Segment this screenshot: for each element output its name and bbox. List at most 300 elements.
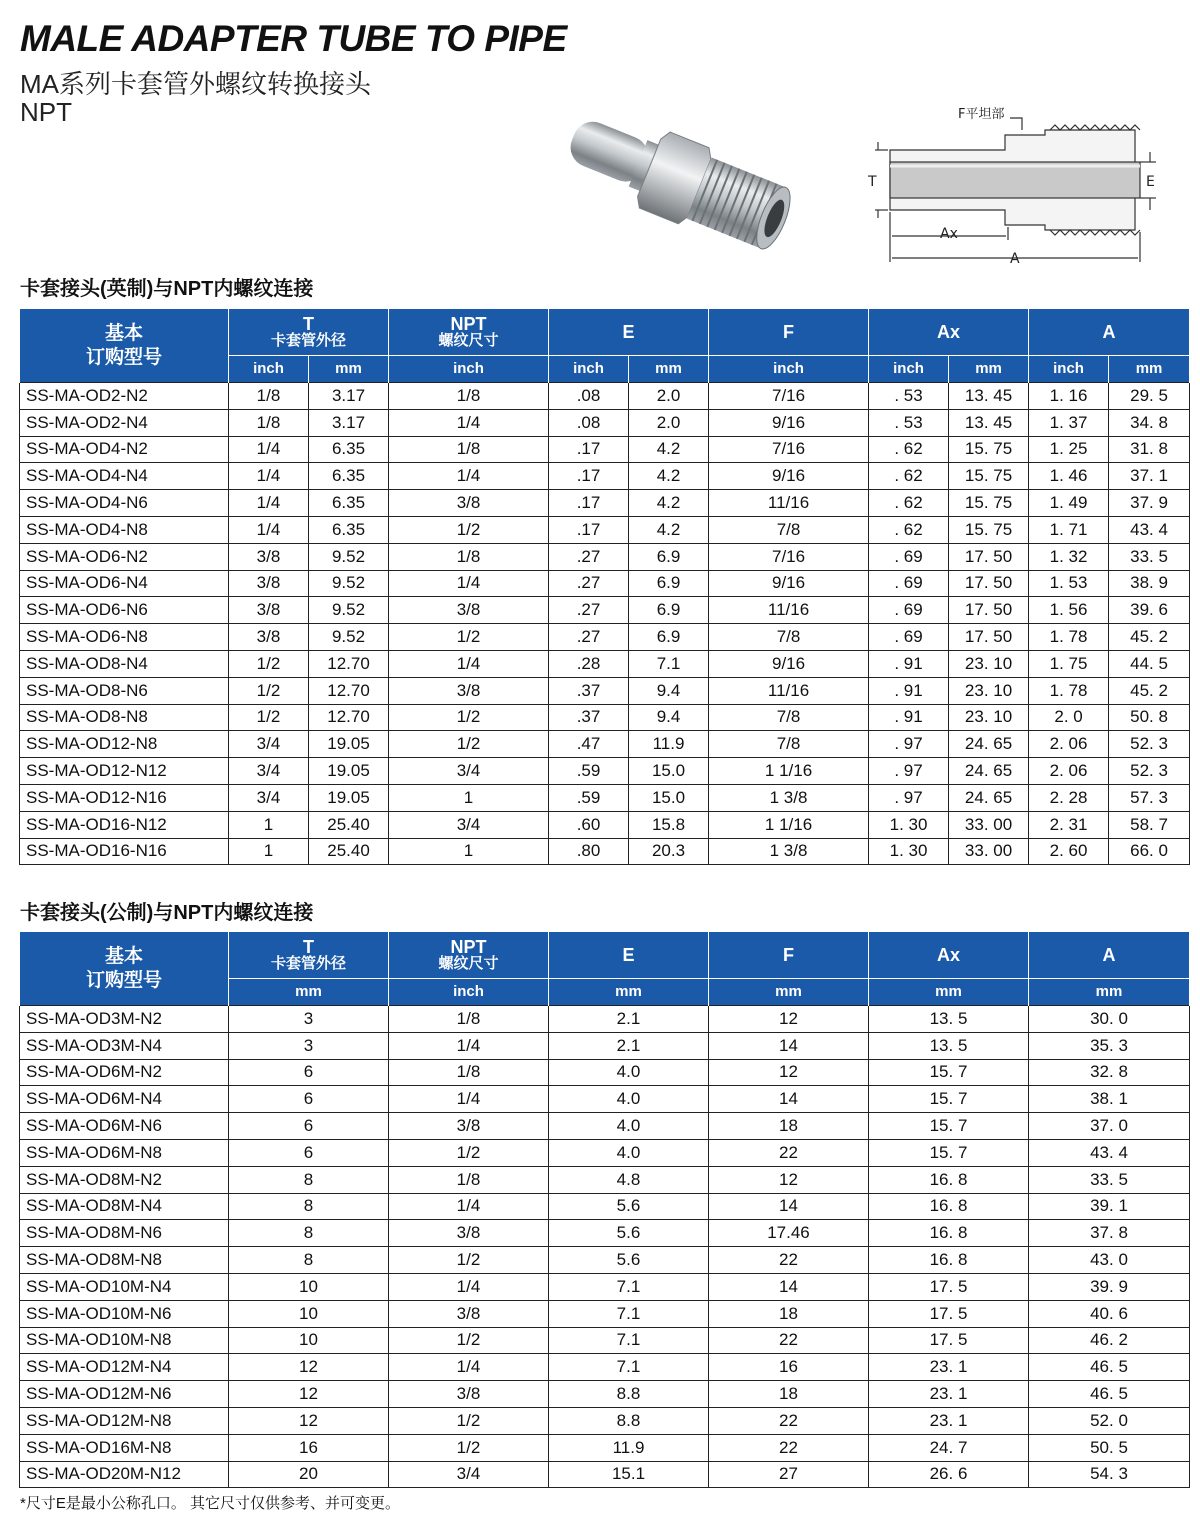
table-row (20, 704, 1190, 731)
table-cell: 46. 5 (1029, 1381, 1190, 1408)
table-cell: 3/4 (389, 758, 549, 785)
table-cell: .37 (549, 704, 629, 731)
table-cell: 12 (709, 1006, 869, 1033)
table-cell: 9.52 (309, 624, 389, 651)
order-code-cell: SS-MA-OD8M-N4 (20, 1193, 229, 1220)
order-code-cell: SS-MA-OD6-N6 (20, 597, 229, 624)
order-code-cell: SS-MA-OD16-N16 (20, 838, 229, 865)
table-cell: 3/4 (229, 758, 309, 785)
table-cell: 6 (229, 1139, 389, 1166)
table1-unit-4: mm (629, 356, 709, 383)
table-cell: 8.8 (549, 1381, 709, 1408)
table-cell: 7/8 (709, 731, 869, 758)
table-cell: 1. 37 (1029, 409, 1109, 436)
table-cell: 7/8 (709, 624, 869, 651)
table-cell: 1/2 (389, 1407, 549, 1434)
table-cell: 1/2 (389, 1434, 549, 1461)
table-cell: .59 (549, 784, 629, 811)
table-cell: 35. 3 (1029, 1032, 1190, 1059)
table-cell: .17 (549, 516, 629, 543)
table-cell: 14 (709, 1086, 869, 1113)
table-cell: 1/2 (389, 1327, 549, 1354)
table-cell: 2. 06 (1029, 758, 1109, 785)
table-cell: 1/8 (389, 1006, 549, 1033)
table-cell: 37. 9 (1109, 490, 1190, 517)
table1-title: 卡套接头(英制)与NPT内螺纹连接 (20, 278, 314, 300)
table-cell: 1/4 (229, 463, 309, 490)
table-row (20, 677, 1190, 704)
table-cell: 3.17 (309, 383, 389, 410)
order-code-cell: SS-MA-OD3M-N2 (20, 1006, 229, 1033)
table-cell: 15. 7 (869, 1059, 1029, 1086)
order-code-cell: SS-MA-OD10M-N8 (20, 1327, 229, 1354)
table-cell: 2. 31 (1029, 811, 1109, 838)
table-cell: 3/8 (229, 570, 309, 597)
table-cell: . 69 (869, 624, 949, 651)
table-row (20, 1086, 1190, 1113)
table-cell: 9.52 (309, 543, 389, 570)
table-cell: 15. 75 (949, 516, 1029, 543)
table-cell: 24. 65 (949, 731, 1029, 758)
table-cell: 13. 5 (869, 1032, 1029, 1059)
table-cell: 18 (709, 1381, 869, 1408)
table-row (20, 1220, 1190, 1247)
table-cell: 10 (229, 1327, 389, 1354)
order-code-cell: SS-MA-OD4-N8 (20, 516, 229, 543)
table-row (20, 1247, 1190, 1274)
table-cell: 7.1 (629, 650, 709, 677)
table-row (20, 811, 1190, 838)
imperial-spec-table (19, 309, 1190, 865)
table-cell: 22 (709, 1327, 869, 1354)
col-f-header: F (709, 309, 869, 356)
table-cell: 7/16 (709, 543, 869, 570)
table-cell: 4.2 (629, 516, 709, 543)
table-cell: . 97 (869, 731, 949, 758)
table-cell: 15.0 (629, 784, 709, 811)
table-row (20, 1327, 1190, 1354)
table-cell: 38. 9 (1109, 570, 1190, 597)
table-cell: .80 (549, 838, 629, 865)
table1-unit-9: mm (1109, 356, 1190, 383)
ax-label: Ax (940, 226, 958, 242)
table-cell: 1 3/8 (709, 784, 869, 811)
table-cell: 13. 45 (949, 383, 1029, 410)
table-cell: 15. 7 (869, 1086, 1029, 1113)
table-row (20, 1300, 1190, 1327)
table-cell: 1. 32 (1029, 543, 1109, 570)
table-cell: 1. 49 (1029, 490, 1109, 517)
table-cell: 1 (389, 838, 549, 865)
table-cell: 1/4 (389, 409, 549, 436)
table-row (20, 1166, 1190, 1193)
table-cell: 14 (709, 1032, 869, 1059)
table-cell: 46. 2 (1029, 1327, 1190, 1354)
table-cell: 15. 7 (869, 1113, 1029, 1140)
table-cell: 11/16 (709, 677, 869, 704)
col-order-code-header-2: 基本 订购型号 (20, 932, 229, 1006)
table-cell: .08 (549, 409, 629, 436)
col-npt-header-2: NPT 螺纹尺寸 (389, 932, 549, 979)
table-cell: 9/16 (709, 650, 869, 677)
table-cell: 1/4 (229, 490, 309, 517)
flat-label: F平坦部 (958, 107, 1005, 122)
order-code-cell: SS-MA-OD6M-N4 (20, 1086, 229, 1113)
table-cell: 1. 46 (1029, 463, 1109, 490)
table-cell: 7.1 (549, 1273, 709, 1300)
table-cell: 52. 3 (1109, 731, 1190, 758)
table2-title: 卡套接头(公制)与NPT内螺纹连接 (20, 902, 314, 924)
table-cell: 17. 50 (949, 570, 1029, 597)
table-cell: 16. 8 (869, 1220, 1029, 1247)
table-cell: 45. 2 (1109, 624, 1190, 651)
table-cell: . 53 (869, 383, 949, 410)
table-cell: 40. 6 (1029, 1300, 1190, 1327)
table-cell: 8 (229, 1247, 389, 1274)
table-cell: 25.40 (309, 838, 389, 865)
table-row (20, 1059, 1190, 1086)
table-cell: 22 (709, 1139, 869, 1166)
table-cell: 1. 25 (1029, 436, 1109, 463)
table-cell: 1. 30 (869, 811, 949, 838)
table-cell: 12 (229, 1354, 389, 1381)
thread-type-label: NPT (20, 97, 72, 127)
table-cell: 44. 5 (1109, 650, 1190, 677)
table-cell: . 91 (869, 704, 949, 731)
a-label: A (1010, 251, 1020, 267)
table-cell: 43. 4 (1029, 1139, 1190, 1166)
table-cell: 39. 6 (1109, 597, 1190, 624)
table-row (20, 1381, 1190, 1408)
table-cell: 18 (709, 1113, 869, 1140)
table-cell: 3/8 (229, 597, 309, 624)
table-cell: 4.8 (549, 1166, 709, 1193)
table-row (20, 624, 1190, 651)
table-cell: . 91 (869, 677, 949, 704)
table-cell: 23. 1 (869, 1407, 1029, 1434)
table-cell: 3/8 (389, 1381, 549, 1408)
table-cell: 9.4 (629, 677, 709, 704)
table-cell: 6 (229, 1086, 389, 1113)
table-row (20, 1354, 1190, 1381)
table-cell: 2. 60 (1029, 838, 1109, 865)
table-cell: 57. 3 (1109, 784, 1190, 811)
table-cell: .27 (549, 597, 629, 624)
table1-unit-1: mm (309, 356, 389, 383)
table-cell: 1/4 (389, 1193, 549, 1220)
table-cell: 1/4 (389, 1086, 549, 1113)
table-cell: 12.70 (309, 704, 389, 731)
table-cell: 1/4 (229, 436, 309, 463)
order-code-cell: SS-MA-OD4-N6 (20, 490, 229, 517)
table-cell: 12 (709, 1166, 869, 1193)
table-cell: 8 (229, 1166, 389, 1193)
table-row (20, 758, 1190, 785)
table-cell: 38. 1 (1029, 1086, 1190, 1113)
table-cell: . 97 (869, 784, 949, 811)
order-code-cell: SS-MA-OD2-N2 (20, 383, 229, 410)
table-cell: .27 (549, 543, 629, 570)
table-cell: 23. 1 (869, 1354, 1029, 1381)
table-row (20, 1407, 1190, 1434)
table-cell: 3/8 (389, 1220, 549, 1247)
table-cell: 16 (229, 1434, 389, 1461)
table1-unit-7: mm (949, 356, 1029, 383)
table-row (20, 784, 1190, 811)
table-row (20, 1273, 1190, 1300)
table2-unit-1: inch (389, 979, 549, 1006)
table-row (20, 731, 1190, 758)
order-code-cell: SS-MA-OD8-N8 (20, 704, 229, 731)
table-cell: 39. 1 (1029, 1193, 1190, 1220)
table-cell: .59 (549, 758, 629, 785)
table-cell: 6.9 (629, 624, 709, 651)
table-cell: 9.52 (309, 570, 389, 597)
table-cell: 9/16 (709, 570, 869, 597)
table-cell: 19.05 (309, 731, 389, 758)
table-cell: 1/8 (389, 1059, 549, 1086)
table-cell: 3/8 (389, 1113, 549, 1140)
order-code-cell: SS-MA-OD4-N4 (20, 463, 229, 490)
table-cell: 58. 7 (1109, 811, 1190, 838)
col-f-header-2: F (709, 932, 869, 979)
metric-spec-table (19, 932, 1190, 1488)
col-t-header: T 卡套管外径 (229, 309, 389, 356)
table-cell: . 62 (869, 516, 949, 543)
table-row (20, 1032, 1190, 1059)
table-cell: 22 (709, 1247, 869, 1274)
order-code-cell: SS-MA-OD6M-N8 (20, 1139, 229, 1166)
table-cell: 19.05 (309, 784, 389, 811)
col-a-header: A (1029, 309, 1190, 356)
table-cell: 1/8 (389, 1166, 549, 1193)
table-cell: 52. 3 (1109, 758, 1190, 785)
table-cell: 1. 53 (1029, 570, 1109, 597)
col-npt-header: NPT 螺纹尺寸 (389, 309, 549, 356)
table-cell: .27 (549, 624, 629, 651)
t-label: T (868, 174, 877, 190)
page-subtitle-cn: MA系列卡套管外螺纹转换接头 (20, 69, 372, 99)
table-cell: 15.0 (629, 758, 709, 785)
table-cell: 1/4 (389, 463, 549, 490)
order-code-cell: SS-MA-OD6-N2 (20, 543, 229, 570)
table-cell: 16 (709, 1354, 869, 1381)
table-cell: 1/8 (389, 436, 549, 463)
table-cell: 1 (229, 811, 309, 838)
table-cell: 5.6 (549, 1220, 709, 1247)
table-cell: . 97 (869, 758, 949, 785)
order-code-cell: SS-MA-OD16-N12 (20, 811, 229, 838)
table-cell: 1/2 (229, 677, 309, 704)
table-cell: 1/2 (389, 1247, 549, 1274)
table1-unit-6: inch (869, 356, 949, 383)
table-cell: . 53 (869, 409, 949, 436)
table-cell: 30. 0 (1029, 1006, 1190, 1033)
table-cell: 23. 10 (949, 650, 1029, 677)
table-cell: 11/16 (709, 597, 869, 624)
table-cell: 3 (229, 1032, 389, 1059)
table-cell: 1/2 (229, 650, 309, 677)
table-cell: 1. 56 (1029, 597, 1109, 624)
table-cell: 54. 3 (1029, 1461, 1190, 1488)
table-cell: 33. 00 (949, 838, 1029, 865)
order-code-cell: SS-MA-OD12M-N8 (20, 1407, 229, 1434)
table-cell: 12 (229, 1407, 389, 1434)
table-cell: 6.9 (629, 543, 709, 570)
table-cell: 8 (229, 1193, 389, 1220)
col-order-code-header: 基本 订购型号 (20, 309, 229, 383)
table-cell: 3 (229, 1006, 389, 1033)
table-cell: 4.2 (629, 436, 709, 463)
table-cell: 2.0 (629, 383, 709, 410)
table-row (20, 516, 1190, 543)
table-cell: 24. 7 (869, 1434, 1029, 1461)
table-cell: 6.9 (629, 570, 709, 597)
col-ax-header-2: Ax (869, 932, 1029, 979)
table-cell: 11/16 (709, 490, 869, 517)
table-cell: 9.52 (309, 597, 389, 624)
table-cell: 7/8 (709, 704, 869, 731)
table-row (20, 409, 1190, 436)
table-cell: 1. 75 (1029, 650, 1109, 677)
table-cell: 9/16 (709, 463, 869, 490)
table-cell: 26. 6 (869, 1461, 1029, 1488)
table-cell: 9/16 (709, 409, 869, 436)
table-cell: 45. 2 (1109, 677, 1190, 704)
table-cell: 1/4 (389, 1273, 549, 1300)
table-cell: 1/2 (389, 1139, 549, 1166)
table-cell: 24. 65 (949, 784, 1029, 811)
table-cell: 9.4 (629, 704, 709, 731)
table-cell: 33. 5 (1029, 1166, 1190, 1193)
table-row (20, 383, 1190, 410)
table-cell: .17 (549, 490, 629, 517)
table-cell: 15. 7 (869, 1139, 1029, 1166)
table-cell: 1/8 (229, 409, 309, 436)
table-cell: 14 (709, 1273, 869, 1300)
table-row (20, 838, 1190, 865)
order-code-cell: SS-MA-OD2-N4 (20, 409, 229, 436)
table-cell: 3/4 (389, 1461, 549, 1488)
table-cell: 7.1 (549, 1300, 709, 1327)
table1-unit-5: inch (709, 356, 869, 383)
table-cell: . 62 (869, 436, 949, 463)
table-row (20, 1193, 1190, 1220)
order-code-cell: SS-MA-OD8M-N2 (20, 1166, 229, 1193)
table-cell: 23. 1 (869, 1381, 1029, 1408)
table-cell: 2. 06 (1029, 731, 1109, 758)
table-row (20, 543, 1190, 570)
table-cell: .28 (549, 650, 629, 677)
table-cell: 33. 00 (949, 811, 1029, 838)
table-cell: 4.0 (549, 1086, 709, 1113)
table-cell: 22 (709, 1434, 869, 1461)
table-cell: 23. 10 (949, 677, 1029, 704)
table-cell: 6.35 (309, 516, 389, 543)
table-cell: 1 3/8 (709, 838, 869, 865)
table-cell: 3/8 (389, 1300, 549, 1327)
table-cell: .37 (549, 677, 629, 704)
table-cell: . 91 (869, 650, 949, 677)
col-e-header: E (549, 309, 709, 356)
table-cell: 1/2 (389, 731, 549, 758)
order-code-cell: SS-MA-OD12-N16 (20, 784, 229, 811)
table-cell: 15.1 (549, 1461, 709, 1488)
table-cell: .27 (549, 570, 629, 597)
order-code-cell: SS-MA-OD12-N12 (20, 758, 229, 785)
table-cell: 7/16 (709, 383, 869, 410)
table-cell: 1/8 (389, 383, 549, 410)
table-cell: 3/4 (229, 731, 309, 758)
table-cell: 32. 8 (1029, 1059, 1190, 1086)
table-cell: 8.8 (549, 1407, 709, 1434)
table-row (20, 570, 1190, 597)
table-cell: 15. 75 (949, 490, 1029, 517)
table-cell: 20.3 (629, 838, 709, 865)
table-cell: 17. 50 (949, 543, 1029, 570)
table-row (20, 1113, 1190, 1140)
table-cell: 1 1/16 (709, 758, 869, 785)
table-cell: 2.1 (549, 1032, 709, 1059)
table-cell: 12 (229, 1381, 389, 1408)
table-cell: .47 (549, 731, 629, 758)
table-cell: 6.35 (309, 463, 389, 490)
table-cell: 3/8 (389, 677, 549, 704)
table-cell: 3/4 (389, 811, 549, 838)
table-row (20, 597, 1190, 624)
table-cell: 4.0 (549, 1113, 709, 1140)
table-cell: 20 (229, 1461, 389, 1488)
table-cell: 6 (229, 1113, 389, 1140)
table-cell: 33. 5 (1109, 543, 1190, 570)
table-cell: 13. 5 (869, 1006, 1029, 1033)
table2-unit-3: mm (709, 979, 869, 1006)
order-code-cell: SS-MA-OD8-N4 (20, 650, 229, 677)
dimension-diagram (860, 100, 1180, 270)
table-cell: 7/8 (709, 516, 869, 543)
order-code-cell: SS-MA-OD12M-N4 (20, 1354, 229, 1381)
order-code-cell: SS-MA-OD4-N2 (20, 436, 229, 463)
table1-unit-0: inch (229, 356, 309, 383)
table-cell: 6.35 (309, 490, 389, 517)
table-cell: 19.05 (309, 758, 389, 785)
table-cell: 6.35 (309, 436, 389, 463)
table-cell: 66. 0 (1109, 838, 1190, 865)
table-cell: . 62 (869, 490, 949, 517)
table-cell: 15. 75 (949, 463, 1029, 490)
table-cell: 39. 9 (1029, 1273, 1190, 1300)
table-cell: 46. 5 (1029, 1354, 1190, 1381)
table1-unit-2: inch (389, 356, 549, 383)
table-cell: 1 (389, 784, 549, 811)
e-label: E (1146, 174, 1155, 190)
order-code-cell: SS-MA-OD16M-N8 (20, 1434, 229, 1461)
table-cell: 4.2 (629, 463, 709, 490)
table-cell: 12.70 (309, 677, 389, 704)
table-cell: 12 (709, 1059, 869, 1086)
table-cell: 31. 8 (1109, 436, 1190, 463)
table-row (20, 436, 1190, 463)
table-cell: 8 (229, 1220, 389, 1247)
table-cell: 17. 50 (949, 624, 1029, 651)
table-cell: 3/4 (229, 784, 309, 811)
table-cell: 7.1 (549, 1327, 709, 1354)
order-code-cell: SS-MA-OD20M-N12 (20, 1461, 229, 1488)
table-cell: 10 (229, 1300, 389, 1327)
table-row (20, 1461, 1190, 1488)
table-cell: 16. 8 (869, 1193, 1029, 1220)
order-code-cell: SS-MA-OD6-N8 (20, 624, 229, 651)
